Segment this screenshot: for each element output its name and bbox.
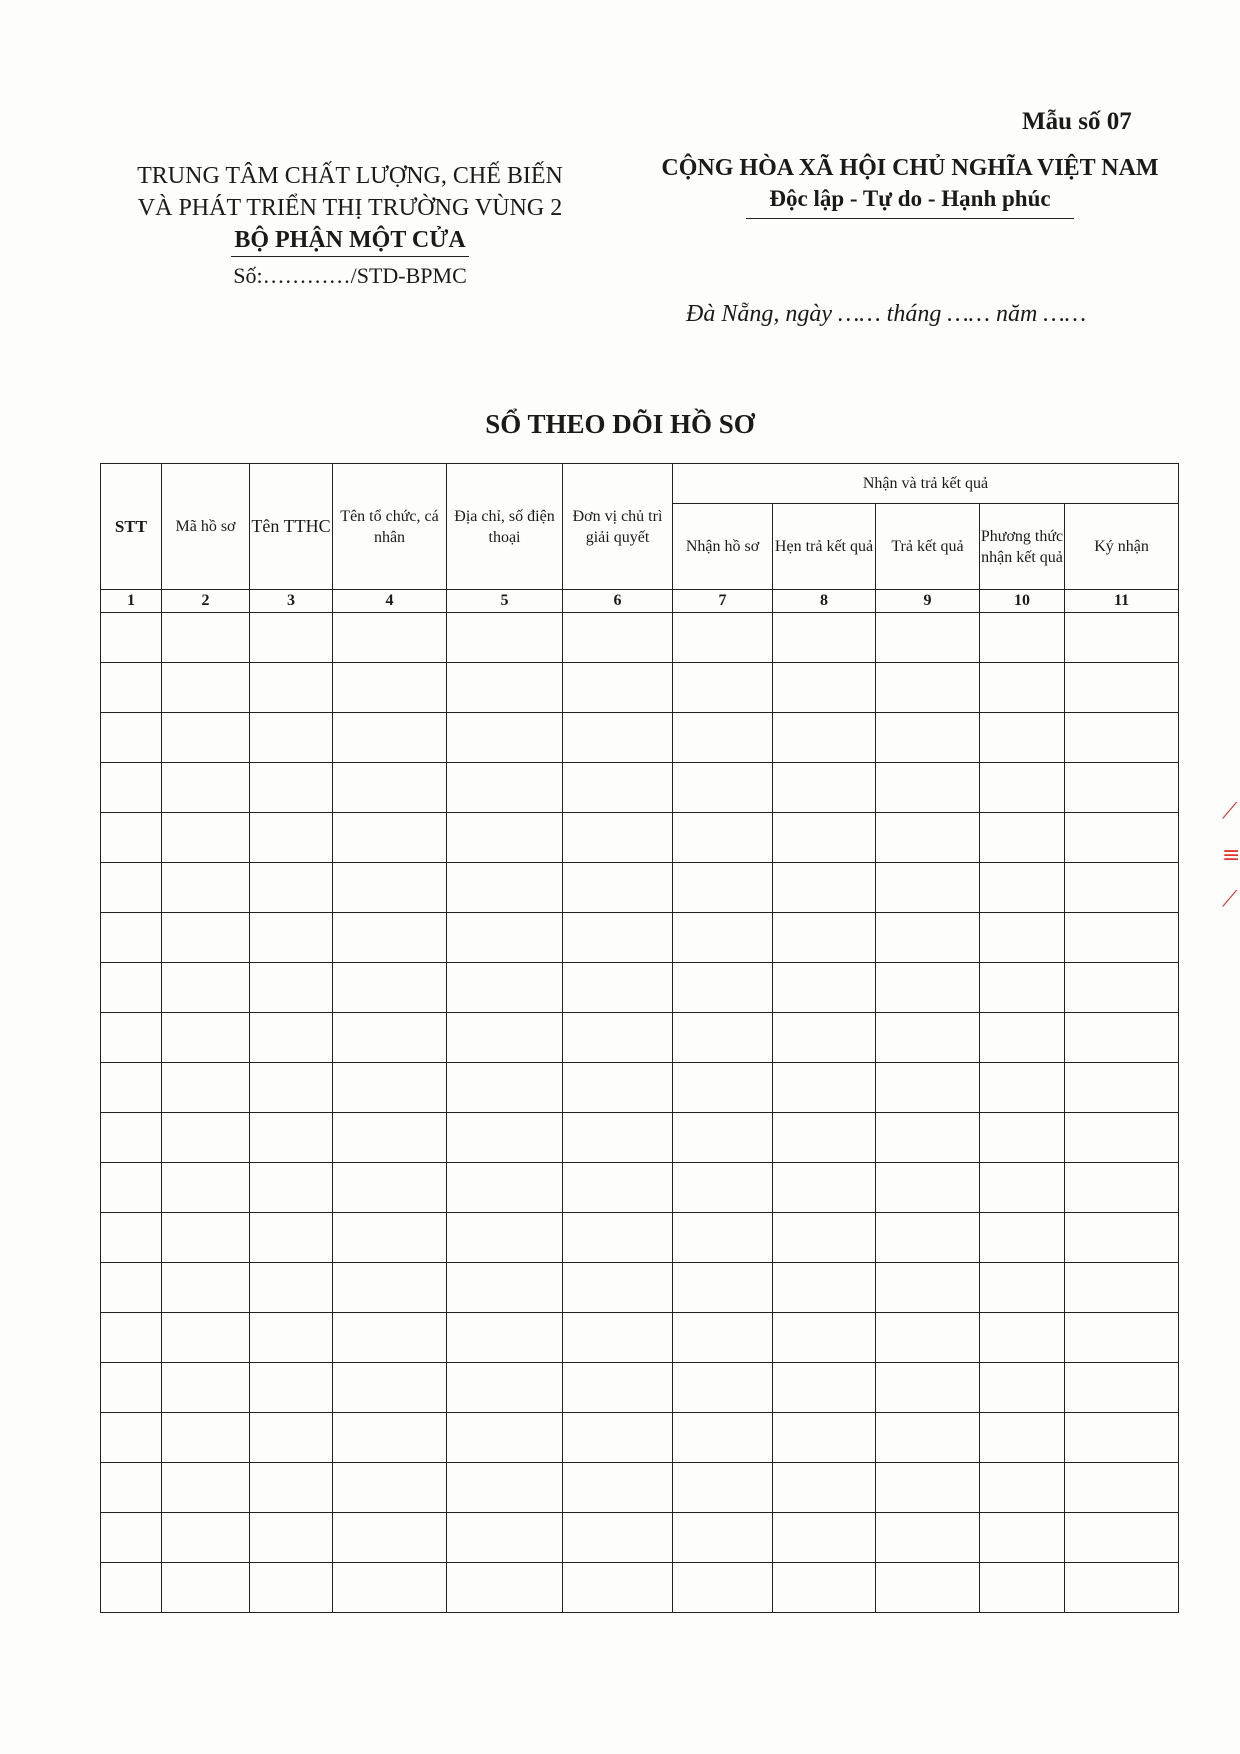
table-cell	[1065, 813, 1179, 863]
table-cell	[773, 713, 876, 763]
table-cell	[563, 613, 673, 663]
document-title: SỔ THEO DÕI HỒ SƠ	[485, 409, 755, 439]
table-cell	[447, 1463, 563, 1513]
table-cell	[876, 1513, 980, 1563]
table-cell	[333, 813, 447, 863]
col-header: Tên TTHC	[250, 464, 333, 590]
table-cell	[447, 663, 563, 713]
table-cell	[563, 1263, 673, 1313]
table-row	[101, 1563, 1179, 1613]
table-cell	[773, 1113, 876, 1163]
table-cell	[876, 1413, 980, 1463]
issuing-organization	[100, 160, 600, 289]
col-header: Nhận hồ sơ	[673, 504, 773, 590]
table-cell	[673, 963, 773, 1013]
table-row	[101, 1013, 1179, 1063]
table-cell	[101, 1513, 162, 1563]
table-row	[101, 1313, 1179, 1363]
table-cell	[563, 1513, 673, 1563]
col-header: Tên tổ chức, cá nhân	[333, 464, 447, 590]
col-header: Địa chỉ, số điện thoại	[447, 464, 563, 590]
table-cell	[250, 763, 333, 813]
table-cell	[250, 963, 333, 1013]
table-cell	[447, 763, 563, 813]
table-cell	[162, 963, 250, 1013]
red-stamp-fragment	[1222, 790, 1240, 922]
place-date-line: Đà Nẵng, ngày …… tháng …… năm ……	[686, 301, 1087, 327]
table-cell	[1065, 663, 1179, 713]
motto-underline	[746, 218, 1074, 219]
organization-name-line-1: TRUNG TÂM CHẤT LƯỢNG, CHẾ BIẾN	[137, 163, 563, 189]
table-row	[101, 613, 1179, 663]
column-number: 6	[563, 590, 673, 613]
column-number: 4	[333, 590, 447, 613]
table-cell	[876, 1313, 980, 1363]
table-cell	[876, 813, 980, 863]
department-underline	[231, 256, 469, 257]
table-cell	[250, 1113, 333, 1163]
table-cell	[876, 1213, 980, 1263]
reference-number: Số:…………/STD-BPMC	[233, 263, 467, 288]
stamp-mark: ≡	[1222, 843, 1240, 868]
table-cell	[980, 1563, 1065, 1613]
table-cell	[563, 1213, 673, 1263]
table-cell	[980, 813, 1065, 863]
col-header: Phương thức nhận kết quả	[980, 504, 1065, 590]
table-cell	[101, 1363, 162, 1413]
table-cell	[773, 1063, 876, 1113]
table-cell	[250, 1563, 333, 1613]
col-header: STT	[101, 464, 162, 590]
table-cell	[447, 1413, 563, 1463]
table-cell	[980, 1463, 1065, 1513]
table-cell	[333, 1313, 447, 1363]
table-cell	[447, 963, 563, 1013]
table-cell	[101, 1463, 162, 1513]
table-cell	[563, 1013, 673, 1063]
form-number: Mẫu số 07	[1022, 108, 1132, 135]
table-cell	[563, 1463, 673, 1513]
table-cell	[980, 1413, 1065, 1463]
table-cell	[162, 1063, 250, 1113]
table-cell	[101, 1063, 162, 1113]
table-cell	[333, 913, 447, 963]
table-cell	[1065, 1563, 1179, 1613]
table-cell	[673, 863, 773, 913]
table-cell	[447, 1063, 563, 1113]
table-cell	[162, 613, 250, 663]
table-row	[101, 1363, 1179, 1413]
column-number: 7	[673, 590, 773, 613]
table-cell	[162, 1213, 250, 1263]
table-cell	[563, 863, 673, 913]
table-cell	[250, 1463, 333, 1513]
table-cell	[876, 863, 980, 913]
table-cell	[876, 1113, 980, 1163]
table-cell	[1065, 913, 1179, 963]
table-cell	[563, 1413, 673, 1463]
table-cell	[1065, 1013, 1179, 1063]
table-cell	[1065, 1413, 1179, 1463]
column-number: 1	[101, 590, 162, 613]
table-cell	[980, 863, 1065, 913]
table-cell	[101, 863, 162, 913]
table-cell	[333, 1513, 447, 1563]
column-number-row	[101, 590, 1179, 613]
national-motto: Độc lập - Tự do - Hạnh phúc	[769, 186, 1051, 211]
table-cell	[673, 1363, 773, 1413]
table-cell	[876, 663, 980, 713]
table-cell	[333, 1463, 447, 1513]
table-cell	[162, 713, 250, 763]
table-cell	[673, 663, 773, 713]
table-cell	[876, 913, 980, 963]
table-cell	[876, 1013, 980, 1063]
table-cell	[250, 663, 333, 713]
table-row	[101, 863, 1179, 913]
table-cell	[250, 863, 333, 913]
table-cell	[250, 1213, 333, 1263]
table-cell	[773, 1363, 876, 1413]
table-cell	[673, 1063, 773, 1113]
table-cell	[563, 713, 673, 763]
table-cell	[101, 713, 162, 763]
table-cell	[250, 613, 333, 663]
table-cell	[333, 1363, 447, 1413]
table-cell	[673, 1463, 773, 1513]
table-cell	[773, 963, 876, 1013]
table-cell	[250, 1513, 333, 1563]
table-cell	[162, 1113, 250, 1163]
table-cell	[563, 1063, 673, 1113]
table-cell	[101, 1163, 162, 1213]
table-cell	[162, 1513, 250, 1563]
table-cell	[1065, 713, 1179, 763]
column-number: 9	[876, 590, 980, 613]
table-cell	[162, 1563, 250, 1613]
table-cell	[447, 1113, 563, 1163]
table-cell	[447, 1163, 563, 1213]
table-row	[101, 1063, 1179, 1113]
table-cell	[980, 1513, 1065, 1563]
table-row	[101, 1163, 1179, 1213]
table-cell	[563, 1363, 673, 1413]
table-cell	[673, 1313, 773, 1363]
table-cell	[101, 1313, 162, 1363]
table-cell	[980, 1013, 1065, 1063]
table-cell	[333, 1063, 447, 1113]
table-cell	[980, 1263, 1065, 1313]
table-cell	[101, 963, 162, 1013]
table-cell	[876, 1563, 980, 1613]
table-cell	[447, 1263, 563, 1313]
table-cell	[563, 1113, 673, 1163]
table-cell	[876, 713, 980, 763]
table-cell	[980, 1313, 1065, 1363]
dossier-tracking-table	[100, 463, 1179, 1613]
table-cell	[333, 1563, 447, 1613]
table-cell	[101, 763, 162, 813]
group-header-receive-return: Nhận và trả kết quả	[673, 464, 1179, 504]
table-cell	[333, 1013, 447, 1063]
table-cell	[773, 1163, 876, 1213]
table-cell	[773, 863, 876, 913]
national-header	[630, 152, 1190, 219]
table-cell	[673, 1013, 773, 1063]
table-cell	[250, 1413, 333, 1463]
table-cell	[773, 1013, 876, 1063]
table-cell	[773, 1263, 876, 1313]
table-cell	[563, 1313, 673, 1363]
col-header: Trả kết quả	[876, 504, 980, 590]
table-cell	[876, 1363, 980, 1413]
table-cell	[101, 1113, 162, 1163]
table-cell	[162, 663, 250, 713]
table-cell	[333, 1213, 447, 1263]
table-cell	[980, 613, 1065, 663]
table-cell	[101, 613, 162, 663]
column-number: 2	[162, 590, 250, 613]
table-cell	[162, 1363, 250, 1413]
table-cell	[1065, 963, 1179, 1013]
table-cell	[333, 1413, 447, 1463]
table-cell	[773, 663, 876, 713]
table-cell	[980, 1113, 1065, 1163]
col-header: Ký nhận	[1065, 504, 1179, 590]
table-cell	[447, 613, 563, 663]
table-cell	[1065, 1163, 1179, 1213]
table-cell	[1065, 863, 1179, 913]
table-cell	[250, 913, 333, 963]
table-cell	[1065, 1463, 1179, 1513]
table-row	[101, 963, 1179, 1013]
table-cell	[773, 913, 876, 963]
table-cell	[333, 863, 447, 913]
table-cell	[1065, 1263, 1179, 1313]
table-cell	[250, 1263, 333, 1313]
table-cell	[1065, 763, 1179, 813]
table-cell	[773, 1213, 876, 1263]
table-row	[101, 713, 1179, 763]
table-cell	[980, 963, 1065, 1013]
table-cell	[333, 763, 447, 813]
table-cell	[876, 1463, 980, 1513]
table-cell	[101, 1213, 162, 1263]
table-cell	[980, 663, 1065, 713]
table-cell	[162, 813, 250, 863]
table-cell	[673, 1263, 773, 1313]
table-cell	[333, 663, 447, 713]
table-cell	[447, 1313, 563, 1363]
table-cell	[563, 763, 673, 813]
table-cell	[250, 1363, 333, 1413]
column-number: 10	[980, 590, 1065, 613]
table-cell	[673, 1563, 773, 1613]
table-cell	[447, 1213, 563, 1263]
table-cell	[876, 613, 980, 663]
table-cell	[673, 913, 773, 963]
table-cell	[773, 1313, 876, 1363]
table-cell	[773, 613, 876, 663]
table-cell	[1065, 1213, 1179, 1263]
col-header: Hẹn trả kết quả	[773, 504, 876, 590]
table-cell	[563, 1163, 673, 1213]
column-number: 11	[1065, 590, 1179, 613]
table-cell	[333, 1163, 447, 1213]
table-cell	[773, 1413, 876, 1463]
table-cell	[250, 1063, 333, 1113]
table-cell	[563, 813, 673, 863]
table-cell	[250, 1313, 333, 1363]
table-cell	[673, 1163, 773, 1213]
table-cell	[773, 1513, 876, 1563]
table-cell	[101, 813, 162, 863]
table-cell	[1065, 1513, 1179, 1563]
table-cell	[876, 1163, 980, 1213]
table-cell	[250, 1163, 333, 1213]
table-row	[101, 763, 1179, 813]
organization-name-line-2: VÀ PHÁT TRIỂN THỊ TRƯỜNG VÙNG 2	[137, 195, 563, 221]
table-cell	[162, 1013, 250, 1063]
table-cell	[773, 763, 876, 813]
table-cell	[101, 1263, 162, 1313]
table-cell	[673, 1513, 773, 1563]
table-cell	[980, 1213, 1065, 1263]
table-row	[101, 813, 1179, 863]
table-cell	[673, 1113, 773, 1163]
table-cell	[447, 713, 563, 763]
col-header: Mã hồ sơ	[162, 464, 250, 590]
column-number: 3	[250, 590, 333, 613]
table-cell	[563, 1563, 673, 1613]
table-cell	[980, 763, 1065, 813]
table-row	[101, 1263, 1179, 1313]
table-row	[101, 913, 1179, 963]
table-cell	[447, 1363, 563, 1413]
table-cell	[673, 1413, 773, 1463]
table-cell	[162, 1463, 250, 1513]
table-cell	[876, 1263, 980, 1313]
table-cell	[673, 1213, 773, 1263]
table-cell	[1065, 1113, 1179, 1163]
table-cell	[101, 1413, 162, 1463]
table-cell	[333, 713, 447, 763]
table-cell	[447, 913, 563, 963]
table-cell	[980, 1163, 1065, 1213]
table-cell	[101, 1563, 162, 1613]
table-cell	[333, 1113, 447, 1163]
table-row	[101, 1113, 1179, 1163]
stamp-mark: ⟋	[1222, 799, 1238, 824]
table-cell	[980, 1063, 1065, 1113]
table-cell	[162, 863, 250, 913]
table-cell	[162, 763, 250, 813]
table-cell	[673, 613, 773, 663]
table-cell	[447, 1563, 563, 1613]
stamp-mark: ⟋	[1222, 887, 1238, 912]
table-row	[101, 1463, 1179, 1513]
column-number: 5	[447, 590, 563, 613]
table-cell	[980, 1363, 1065, 1413]
table-cell	[1065, 613, 1179, 663]
table-cell	[876, 763, 980, 813]
table-cell	[876, 963, 980, 1013]
table-cell	[773, 813, 876, 863]
table-cell	[447, 1513, 563, 1563]
table-cell	[250, 813, 333, 863]
table-cell	[162, 1413, 250, 1463]
table-row	[101, 1213, 1179, 1263]
table-cell	[162, 1313, 250, 1363]
table-cell	[447, 1013, 563, 1063]
col-header: Đơn vị chủ trì giải quyết	[563, 464, 673, 590]
table-cell	[563, 663, 673, 713]
table-cell	[101, 913, 162, 963]
table-cell	[250, 1013, 333, 1063]
column-number: 8	[773, 590, 876, 613]
table-cell	[162, 913, 250, 963]
nation-name: CỘNG HÒA XÃ HỘI CHỦ NGHĨA VIỆT NAM	[661, 155, 1159, 181]
table-cell	[673, 713, 773, 763]
table-cell	[563, 963, 673, 1013]
table-cell	[162, 1163, 250, 1213]
table-cell	[250, 713, 333, 763]
table-cell	[333, 963, 447, 1013]
table-row	[101, 663, 1179, 713]
table-cell	[447, 863, 563, 913]
table-row	[101, 1513, 1179, 1563]
department-name: BỘ PHẬN MỘT CỬA	[234, 227, 466, 253]
table-cell	[1065, 1063, 1179, 1113]
table-cell	[673, 813, 773, 863]
table-cell	[101, 663, 162, 713]
table-cell	[333, 613, 447, 663]
table-cell	[773, 1463, 876, 1513]
table-cell	[673, 763, 773, 813]
table-cell	[1065, 1363, 1179, 1413]
table-cell	[447, 813, 563, 863]
table-cell	[563, 913, 673, 963]
table-cell	[1065, 1313, 1179, 1363]
table-cell	[333, 1263, 447, 1313]
table-cell	[101, 1013, 162, 1063]
table-cell	[876, 1063, 980, 1113]
table-cell	[162, 1263, 250, 1313]
table-cell	[980, 913, 1065, 963]
table-cell	[773, 1563, 876, 1613]
table-cell	[980, 713, 1065, 763]
table-row	[101, 1413, 1179, 1463]
